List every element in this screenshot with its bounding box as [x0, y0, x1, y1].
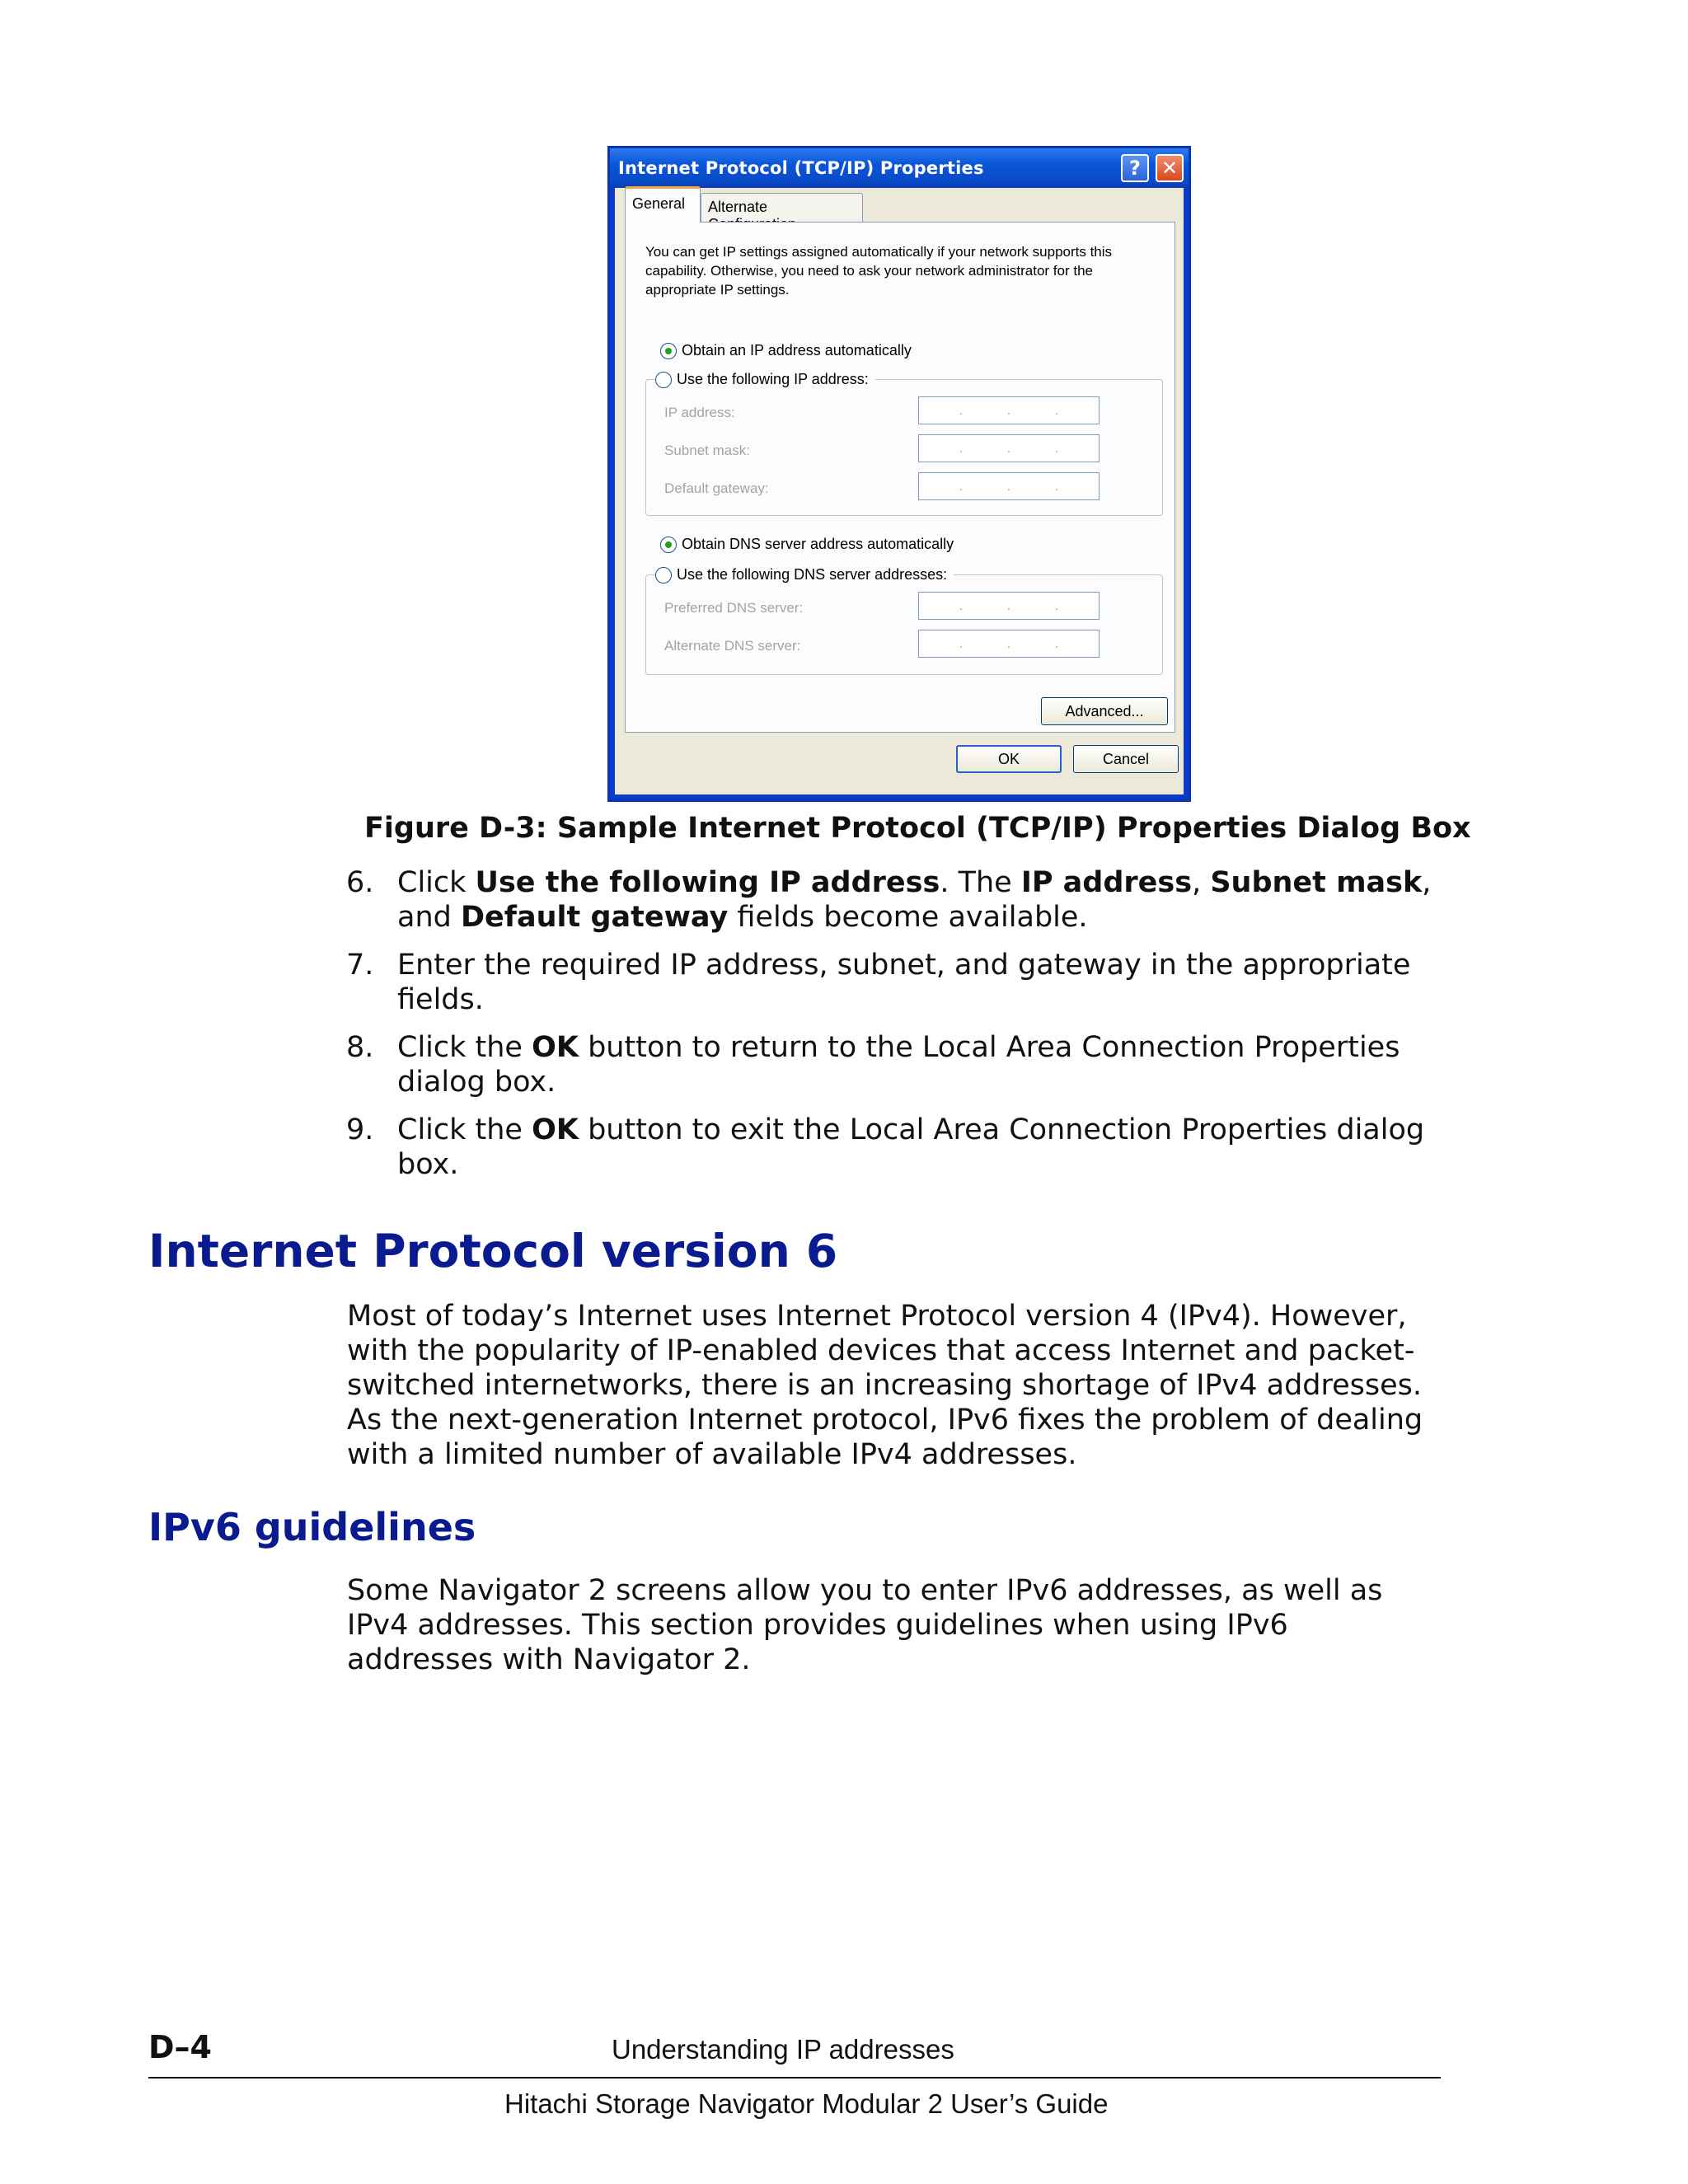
radio-obtain-ip-auto[interactable]: [660, 342, 912, 359]
step-number: 6.: [346, 866, 374, 899]
footer-guide-title: Hitachi Storage Navigator Modular 2 User’s Guide: [504, 2088, 1109, 2119]
alternate-dns-field[interactable]: . . .: [918, 630, 1100, 658]
ui-term: OK: [532, 1031, 579, 1064]
tab-alternate-configuration[interactable]: Alternate: [701, 193, 863, 223]
footer-divider: [148, 2077, 1441, 2079]
preferred-dns-label: Preferred DNS server:: [664, 600, 804, 616]
footer-section-title: Understanding IP addresses: [612, 2034, 954, 2064]
radio-label: Use the following IP address:: [677, 371, 869, 387]
radio-unchecked-icon: [655, 567, 672, 583]
ui-term: Use the following IP address: [475, 866, 940, 899]
ip-settings-group: [645, 379, 1163, 516]
ui-term: Subnet mask: [1210, 866, 1423, 899]
radio-use-following-ip[interactable]: [655, 371, 875, 388]
tab-general[interactable]: General: [625, 186, 701, 223]
step-number: 9.: [346, 1113, 374, 1146]
ui-term: OK: [532, 1113, 579, 1146]
ip-address-label: IP address:: [664, 405, 735, 420]
tcpip-properties-dialog: [607, 146, 1191, 802]
dialog-title: Internet Protocol (TCP/IP) Properties: [618, 158, 984, 178]
dialog-client-area: [615, 188, 1184, 794]
procedure-steps: [346, 865, 1434, 1195]
subnet-mask-field[interactable]: . . .: [918, 434, 1100, 462]
cancel-button[interactable]: Cancel: [1073, 745, 1179, 773]
radio-label: Obtain DNS server address automatically: [682, 536, 954, 552]
advanced-button[interactable]: Advanced...: [1041, 697, 1168, 725]
ok-button[interactable]: OK: [956, 745, 1062, 773]
radio-use-following-dns[interactable]: [655, 566, 954, 583]
radio-checked-icon: [660, 537, 677, 553]
help-icon[interactable]: ?: [1121, 154, 1149, 182]
radio-checked-icon: [660, 343, 677, 359]
intro-text: You can get IP settings assigned automatically if your network supports this capability. Otherwise, you need to ask your network administrator for the appropriate IP settings.: [645, 244, 1113, 298]
radio-obtain-dns-auto[interactable]: [660, 536, 954, 553]
preferred-dns-field[interactable]: . . .: [918, 592, 1100, 620]
default-gateway-label: Default gateway:: [664, 480, 769, 496]
section-paragraph: Most of today’s Internet uses Internet Protocol version 4 (IPv4). However, with the popularity of IP-enabled devices that access Internet and packet-switched internetworks, there is an increasing shortage of IPv4 addresses. As the next-generation Internet protocol, IPv6 fixes the problem of dealing with a limited number of available IPv4 addresses.: [347, 1300, 1423, 1471]
page-number: D–4: [148, 2029, 212, 2065]
section-heading: Internet Protocol version 6: [148, 1225, 838, 1277]
radio-label: Use the following DNS server addresses:: [677, 566, 948, 583]
general-tab-panel: [625, 222, 1175, 733]
close-icon[interactable]: ✕: [1156, 154, 1184, 182]
figure-caption: Figure D-3: Sample Internet Protocol (TCP/IP) Properties Dialog Box: [364, 812, 1471, 845]
step-6: 6. Click Use the following IP address. The IP address, Subnet mask, and Default gateway fields become available.: [346, 866, 1432, 934]
alternate-dns-label: Alternate DNS server:: [664, 638, 801, 654]
ui-term: Default gateway: [460, 901, 729, 934]
step-number: 7.: [346, 949, 374, 982]
default-gateway-field[interactable]: . . .: [918, 472, 1100, 500]
subsection-paragraph: Some Navigator 2 screens allow you to enter IPv6 addresses, as well as IPv4 addresses. This section provides guidelines when using IPv6 addresses with Navigator 2.: [347, 1574, 1383, 1676]
subsection-heading: IPv6 guidelines: [148, 1505, 476, 1549]
step-text: Enter the required IP address, subnet, and gateway in the appropriate fields.: [397, 949, 1411, 1016]
step-7: [346, 948, 1434, 1017]
ip-address-field[interactable]: . . .: [918, 396, 1100, 424]
subnet-mask-label: Subnet mask:: [664, 443, 750, 458]
step-8: 8. Click the OK button to return to the Local Area Connection Properties dialog box.: [346, 1031, 1400, 1099]
radio-label: Obtain an IP address automatically: [682, 342, 912, 359]
ui-term: IP address: [1020, 866, 1193, 899]
radio-unchecked-icon: [655, 372, 672, 388]
step-number: 8.: [346, 1031, 374, 1064]
dns-settings-group: [645, 574, 1163, 675]
step-9: 9. Click the OK button to exit the Local Area Connection Properties dialog box.: [346, 1113, 1425, 1181]
dialog-titlebar: [610, 148, 1189, 188]
